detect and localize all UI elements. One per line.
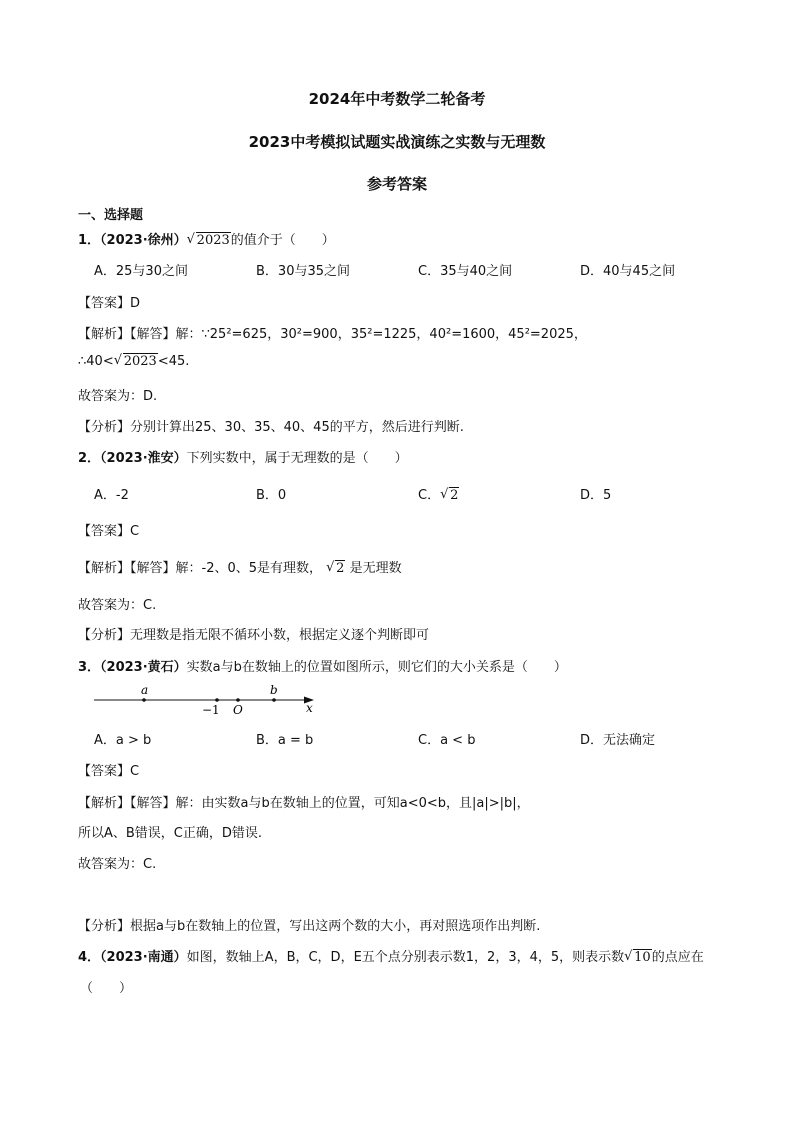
q4-sqrt: √ 10: [624, 949, 651, 965]
q1-answer-label: 【答案】: [78, 296, 131, 311]
q1-option-d: D．40与45之间: [580, 264, 676, 279]
q3-stem: [78, 656, 567, 675]
q1-analysis-sqrt: √ 2023: [113, 353, 157, 369]
q1-analysis-line2: ∴40< √ 2023<45.: [78, 353, 190, 369]
radical-sign-icon: √: [186, 232, 195, 247]
q3-number: 3．: [78, 660, 101, 675]
q1-note: [78, 416, 464, 435]
q3-answer-value: C: [130, 764, 140, 779]
q4-source: （2023·南通）: [100, 950, 187, 965]
q3-analysis: 【解析】【解答】解：由实数a与b在数轴上的位置，可知a<0<b，且|a|>|b|，: [78, 796, 530, 811]
q3-answer: 【答案】C: [78, 764, 140, 779]
q2-analysis-sqrt: √ 2: [326, 560, 345, 576]
radical-sign-icon: √: [440, 487, 449, 502]
q4-paren: （ ）: [80, 981, 133, 996]
q1-stem: [78, 229, 335, 248]
q4-number: 4．: [78, 950, 101, 965]
q2-source: （2023·淮安）: [100, 451, 187, 466]
q1-note-label: 【分析】: [78, 420, 131, 435]
q2-answer-value: C: [130, 524, 140, 539]
q1-analysis-text: 解：∵25²=625，30²=900，35²=1225，40²=1600，45²=2025，: [175, 327, 587, 342]
q1-answer-value: D: [130, 296, 141, 311]
q3-stem-text: 实数a与b在数轴上的位置如图所示，则它们的大小关系是（ ）: [186, 660, 567, 675]
doc-title-line1: 2024年中考数学二轮备考: [308, 90, 486, 108]
q1-option-c: C．35与40之间: [418, 264, 513, 279]
q2-stem-text: 下列实数中，属于无理数的是（ ）: [186, 451, 408, 466]
q1-answer: [78, 292, 140, 311]
q2-stem: [78, 447, 408, 466]
point-a: [142, 698, 146, 702]
radical-sign-icon: √: [113, 353, 123, 368]
q1-number: 1．: [78, 233, 101, 248]
label-minus-one: −1: [202, 703, 220, 717]
radical-sign-icon: √: [624, 949, 633, 964]
q3-source: （2023·黄石）: [100, 660, 187, 675]
doc-title-line2: 2023中考模拟试题实战演练之实数与无理数: [248, 133, 546, 151]
doc-title-line3: 参考答案: [366, 175, 427, 193]
q2-option-a: A．-2: [94, 488, 129, 503]
q2-analysis: 【解析】【解答】解：-2、0、5是有理数， √ 2 是无理数: [78, 560, 402, 576]
q2-option-d: D．5: [580, 488, 612, 503]
q1-option-a: A．25与30之间: [94, 264, 188, 279]
q2-option-c-sqrt: √ 2: [440, 487, 459, 503]
q1-sqrt: [187, 233, 231, 248]
q1-analysis: [78, 323, 587, 342]
q1-source: （2023·徐州）: [100, 233, 187, 248]
section-heading: 一、选择题: [78, 208, 144, 223]
tick-origin: [236, 698, 240, 702]
tick-minus-one: [215, 698, 219, 702]
q1-option-b: B．30与35之间: [256, 264, 351, 279]
label-x: x: [306, 701, 313, 715]
label-b: b: [270, 683, 278, 697]
q4-stem-text: 如图，数轴上A，B，C，D，E五个点分别表示数1，2，3，4，5，则表示数: [186, 950, 625, 965]
q4-stem: 4．（2023·南通）如图，数轴上A，B，C，D，E五个点分别表示数1，2，3，4，5，则表示数 √ 10的点应在: [78, 949, 704, 965]
radical-sign-icon: √: [326, 560, 335, 575]
q1-stem-text: 的值介于（ ）: [230, 233, 335, 248]
q2-note: 【分析】无理数是指无限不循环小数，根据定义逐个判断即可: [78, 628, 430, 643]
q3-option-c: C．a < b: [418, 733, 476, 748]
q3-note: 【分析】根据a与b在数轴上的位置，写出这两个数的大小，再对照选项作出判断.: [78, 919, 541, 934]
q3-option-d: D．无法确定: [580, 733, 656, 748]
q1-conclusion: 故答案为：D.: [78, 389, 158, 404]
q2-option-b: B．0: [256, 488, 287, 503]
q2-conclusion: 故答案为：C.: [78, 598, 157, 613]
q1-radicand: 2023: [196, 233, 230, 248]
label-a: a: [141, 683, 149, 697]
q3-number-line: [90, 680, 330, 720]
q3-analysis-line2: 所以A、B错误，C正确，D错误.: [78, 826, 263, 841]
q1-analysis-label: 【解析】【解答】: [78, 327, 176, 342]
q2-answer: 【答案】C: [78, 524, 140, 539]
q2-option-c: C． √ 2: [418, 487, 459, 503]
q3-option-a: A．a > b: [94, 733, 152, 748]
q2-number: 2．: [78, 451, 101, 466]
label-origin: O: [233, 703, 243, 717]
q1-note-text: 分别计算出25、30、35、40、45的平方，然后进行判断.: [130, 420, 464, 435]
q3-conclusion: 故答案为：C.: [78, 857, 157, 872]
point-b: [272, 698, 276, 702]
q3-option-b: B．a = b: [256, 733, 314, 748]
